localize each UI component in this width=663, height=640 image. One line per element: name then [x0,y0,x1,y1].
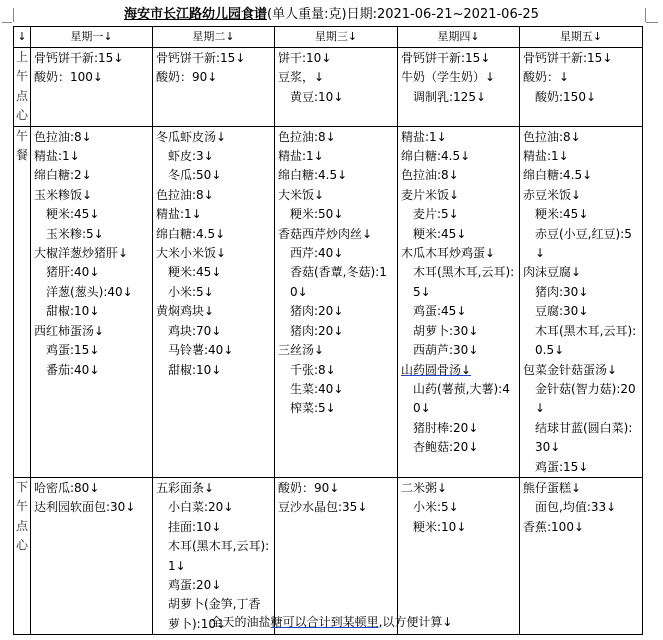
menu-item: 牛奶（学生奶）↓ [401,70,496,85]
menu-item: 马铃薯:40↓ [168,343,234,358]
menu-item: 包菜金针菇蛋汤↓ [523,362,618,377]
menu-item: 酸奶：100↓ [34,70,103,85]
menu-item: 鸡蛋:20↓ [168,577,222,592]
menu-item: 色拉油:8↓ [156,187,214,202]
cell-afternoon-tue [153,477,275,634]
menu-item: 绵白糖:2↓ [34,168,92,183]
footer-note-underlined: 糖可以合计到某顿里 [270,615,379,629]
menu-item: 色拉油:8↓ [523,129,581,144]
menu-item: 山药(薯蓣,大薯):40↓ [413,381,510,416]
menu-item: 大米饭↓ [278,187,325,202]
menu-item: 肉沫豆腐↓ [523,265,582,280]
menu-item: 色拉油:8↓ [401,168,459,183]
menu-item: 杏鲍菇:20↓ [413,440,479,455]
menu-item: 粳米:45↓ [413,226,467,241]
menu-item: 冬瓜虾皮汤↓ [156,129,227,144]
header-day-mon: 星期一↓ [31,27,153,48]
menu-item: 胡萝卜:30↓ [413,323,479,338]
menu-item: 骨钙饼干新:15↓ [401,51,491,65]
menu-item: 粳米:45↓ [535,207,589,222]
cell-lunch-fri [520,126,643,477]
menu-item: 哈密瓜:80↓ [34,480,100,495]
menu-item: 绵白糖:4.5↓ [156,226,226,241]
menu-item: 三丝汤↓ [278,343,325,358]
menu-item: 冬瓜:50↓ [168,168,222,183]
section-label-lunch: 午 餐 [14,126,31,477]
cell-lunch-wed [275,126,398,477]
menu-item: 粳米:10↓ [413,519,467,534]
cell-lunch-tue [153,126,275,477]
menu-item: 西葫芦:30↓ [413,343,479,358]
menu-item: 洋葱(葱头):40↓ [46,284,133,299]
menu-item: 骨钙饼干新:15↓ [523,51,613,65]
cell-afternoon-thu [398,477,520,634]
menu-item: 麦片:5↓ [413,207,459,222]
section-label-morning: 上 午 点 心 [14,48,31,127]
cell-afternoon-mon [31,477,153,634]
menu-item: 甜椒:10↓ [46,304,100,319]
menu-item: 色拉油:8↓ [34,129,92,144]
menu-item: 调制乳:125↓ [413,89,487,104]
menu-item: 精盐:1↓ [401,129,447,144]
afternoon-row [14,477,643,634]
menu-item: 精盐:1↓ [34,149,80,164]
menu-item: 赤豆(小豆,红豆):5↓ [535,226,632,261]
menu-item: 绵白糖:4.5↓ [278,168,348,183]
menu-item: 五彩面条↓ [156,480,215,495]
menu-item: 玉米糁饭↓ [34,187,93,202]
menu-item: 粳米:45↓ [168,265,222,280]
menu-item: 木耳(黑木耳,云耳):0.5↓ [535,323,637,358]
menu-item: 豆腐:30↓ [535,304,589,319]
menu-item: 西芹:40↓ [290,246,344,261]
menu-item: 鸡块:70↓ [168,323,222,338]
menu-item: 饼干:10↓ [278,51,332,65]
menu-item: 黄豆:10↓ [290,89,344,104]
menu-item: 鸡蛋:15↓ [46,343,100,358]
footer-note-start: 全天的油盐 [210,615,271,629]
menu-item: 木耳(黑木耳,云耳):1↓ [168,539,270,573]
title-dates: 日期:2021-06-21~2021-06-25 [346,7,539,22]
cell-lunch-thu [398,126,520,477]
menu-item: 香菇西芹炒肉丝↓ [278,226,373,241]
menu-item: 豆浆，↓ [278,70,325,85]
menu-item: 骨钙饼干新:15↓ [34,51,124,65]
header-day-thu: 星期四↓ [398,27,520,48]
menu-item: 千张:8↓ [290,362,336,377]
menu-item: 猪肉:20↓ [290,323,344,338]
title-main: 海安市长江路幼儿园食谱 [124,7,268,22]
menu-item: 木耳(黑木耳,云耳):5↓ [413,265,515,299]
section-label-afternoon: 下 午 点 心 [14,477,31,634]
footer-note-end: ,以方便计算↓ [378,615,453,629]
morning-row [14,48,643,127]
menu-item: 黄焖鸡块↓ [156,304,215,319]
menu-item: 达利园软面包:30↓ [34,500,136,515]
menu-item: 西红柿蛋汤↓ [34,323,105,338]
menu-item: 木瓜木耳炒鸡蛋↓ [401,246,496,261]
menu-item: 精盐:1↓ [156,207,202,222]
cell-afternoon-fri [520,477,643,634]
menu-table [13,26,643,635]
menu-item: 挂面:10↓ [168,519,222,534]
menu-item: 骨钙饼干新:15↓ [156,51,246,65]
cell-afternoon-wed [275,477,398,634]
menu-item: 熊仔蛋糕↓ [523,480,582,495]
menu-item: 绵白糖:4.5↓ [401,149,471,164]
menu-item: 猪肉:30↓ [535,284,589,299]
menu-item: 大椒洋葱炒猪肝↓ [34,246,129,261]
menu-item: 精盐:1↓ [523,149,569,164]
menu-item: 大米小米饭↓ [156,246,227,261]
menu-item: 鸡蛋:15↓ [535,459,589,474]
menu-item: 胡萝卜(金笋,丁香萝卜):10↓ [168,597,261,631]
menu-item: 番茄:40↓ [46,362,100,377]
lunch-row [14,126,643,477]
header-row [14,27,643,48]
menu-item: 绵白糖:4.5↓ [523,168,593,183]
menu-item: 酸奶：90↓ [156,70,218,85]
menu-item: 酸奶:150↓ [535,89,597,104]
menu-item: 榨菜:5↓ [290,401,336,416]
menu-item: 粳米:50↓ [290,207,344,222]
cell-morning-mon [31,48,153,127]
menu-item: 猪肝:40↓ [46,265,100,280]
cell-morning-tue [153,48,275,127]
menu-item: 小米:5↓ [413,500,459,515]
menu-item: 粳米:45↓ [46,207,100,222]
cell-morning-fri [520,48,643,127]
cell-lunch-mon [31,126,153,477]
menu-item: 豆沙水晶包:35↓ [278,500,368,515]
menu-item: 赤豆米饭↓ [523,187,582,202]
menu-item: 猪肘棒:20↓ [413,420,479,435]
header-day-tue: 星期二↓ [153,27,275,48]
header-day-fri: 星期五↓ [520,27,643,48]
menu-item: 面包,均值:33↓ [535,500,617,515]
menu-item: 甜椒:10↓ [168,362,222,377]
cell-morning-wed [275,48,398,127]
menu-item: 鸡蛋:45↓ [413,304,467,319]
menu-item: 酸奶：↓ [523,70,570,85]
menu-item: 玉米糁:5↓ [46,226,104,241]
menu-item: 小米:5↓ [168,284,214,299]
footer-note [0,613,663,631]
menu-item: 香蕉:100↓ [523,519,585,534]
title-unit: (单人重量:克) [267,7,347,22]
menu-item: 麦片米饭↓ [401,187,460,202]
menu-item: 小白菜:20↓ [168,500,234,515]
menu-item: 猪肉:20↓ [290,304,344,319]
menu-item: 山药圆骨汤↓ [401,362,472,377]
menu-item: 香菇(香蕈,冬菇):10↓ [290,265,387,299]
menu-item: 金针菇(智力菇):20↓ [535,381,636,416]
cell-morning-thu [398,48,520,127]
menu-item: 酸奶：90↓ [278,480,340,495]
menu-item: 精盐:1↓ [278,149,324,164]
menu-item: 生菜:40↓ [290,381,344,396]
header-corner: ↓ [14,27,31,48]
document-title [0,5,663,25]
menu-item: 虾皮:3↓ [168,149,214,164]
menu-item: 结球甘蓝(圆白菜):30↓ [535,420,633,455]
header-day-wed: 星期三↓ [275,27,398,48]
menu-item: 色拉油:8↓ [278,129,336,144]
menu-item: 二米粥↓ [401,480,448,495]
